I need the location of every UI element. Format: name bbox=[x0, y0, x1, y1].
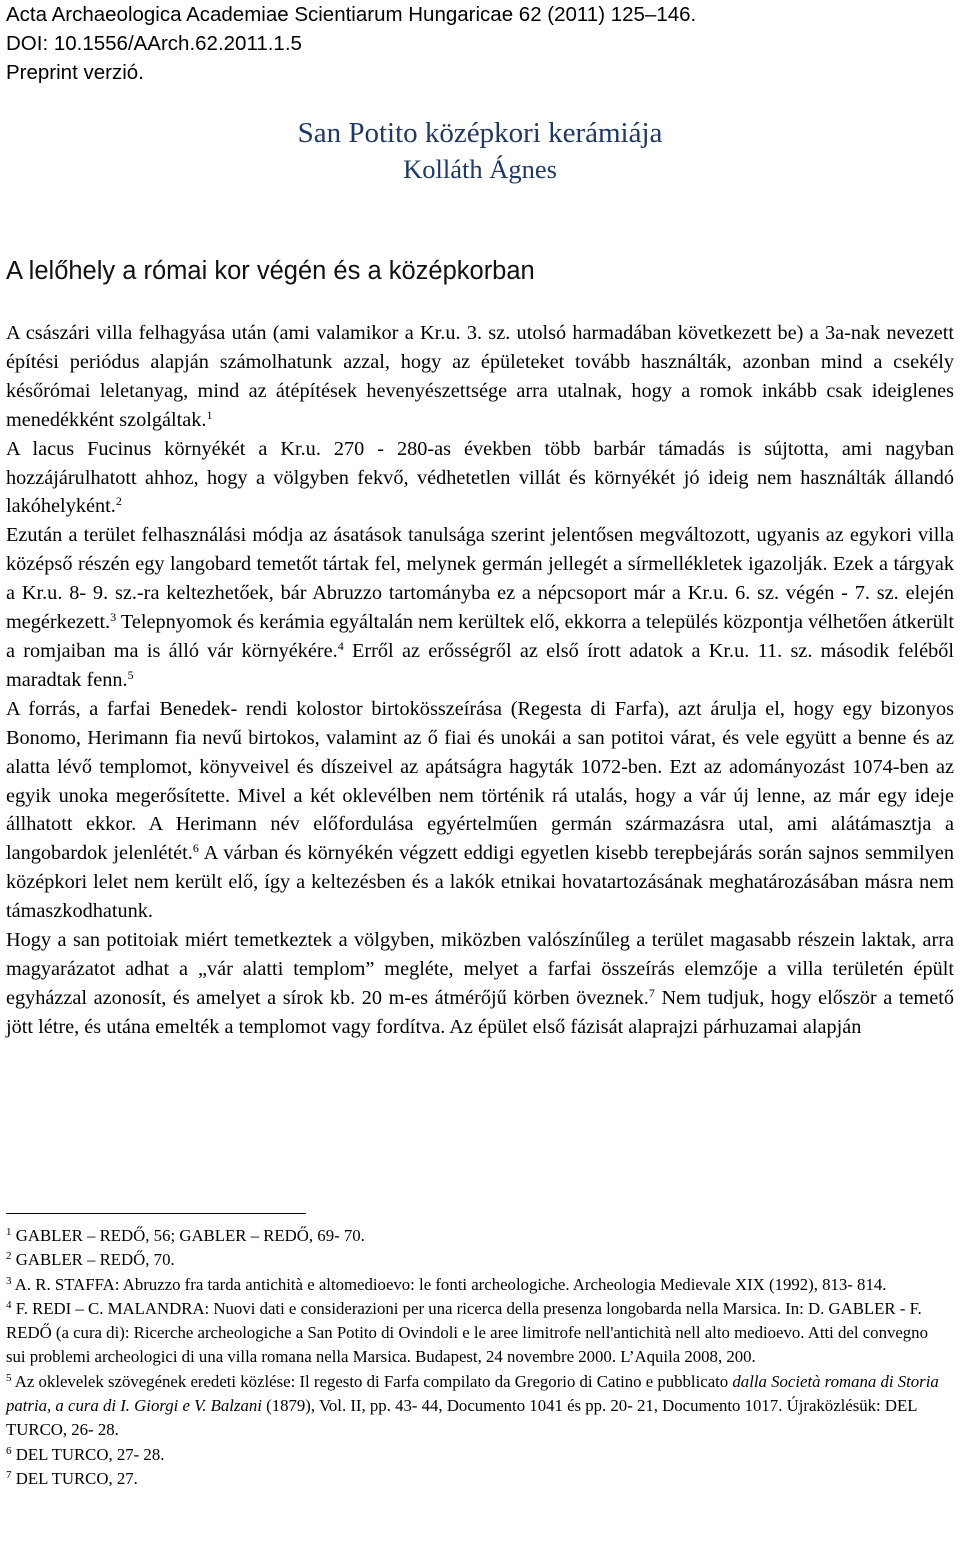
footnote: $^6$ DEL TURCO, 27- 28. bbox=[6, 1444, 165, 1464]
footnote-number: 2 bbox=[6, 1250, 12, 1263]
footnote-separator bbox=[6, 1213, 306, 1214]
journal-header bbox=[6, 0, 946, 87]
footnote-ref[interactable]: 3 bbox=[110, 610, 117, 625]
footnote: $^2$ GABLER – REDŐ, 70. bbox=[6, 1250, 175, 1270]
paragraph: A lacus Fucinus környékét a Kr.u. 270 - 280-as években több barbár támadás is sújtotta, ami nagyban hozzájárulhatott ahhoz, hogy a völgyben fekvő, védhetetlen villát és környékét jó ideig nem használták állandó lakóhelyként.$^2$ bbox=[6, 437, 954, 518]
title-block bbox=[0, 114, 960, 186]
paragraph: Hogy a san potitoiak miért temetkeztek a völgyben, miközben valószínűleg a terület magasabb részein laktak, arra magyarázatot adhat a „vár alatti templom” megléte, melyet a farfai összeírás elemzője a villa területén épült egyházzal azonosít, és amelyet a sírok kb. 20 m-es átmérőjű körben öveznek.$^7$ Nem tudjuk, hogy először a temető jött létre, és utána emelték a templomot vagy fordítva. Az épület első fázisát alaprajzi párhuzamai alapján bbox=[6, 929, 954, 1038]
paper-title: San Potito középkori kerámiája bbox=[297, 117, 663, 149]
paragraph: A forrás, a farfai Benedek- rendi kolostor birtokösszeírása (Regesta di Farfa), azt árulja el, hogy egy bizonyos Bonomo, Herimann fia nevű birtokos, valamint az ő fiai és unokái a san potitoi várat, és vele együtt a benne és az alatta lévő templomot, könyveivel és díszeivel az apátságra hagyták 1072-ben. Ezt az adományozást 1074-ben az egyik unoka megerősítette. Mivel a két oklevélben nem történik rá utalás, hogy a vár új lenne, az már egy ideje állhatott ekkor. A Herimann név előfordulása egyértelműen germán származásra utal, ami alátámasztja a langobardok jelenlétét.$^6$ A várban és környékén végzett eddigi egyetlen kisebb terepbejárás során sajnos semmilyen középkori lelet nem került elő, így a keltezésben és a lakók etnikai hovatartozásának meghatározásában másra nem támaszkodhatunk. bbox=[6, 697, 954, 923]
footnote-ref[interactable]: 5 bbox=[127, 667, 134, 682]
footnote-number: 4 bbox=[6, 1298, 12, 1311]
footnotes bbox=[6, 1224, 950, 1491]
footnote: $^4$ F. REDI – C. MALANDRA: Nuovi dati e considerazioni per una ricerca della presenza longobarda nella Marsica. In: D. GABLER - F. REDŐ (a cura di): Ricerche archeologiche a San Potito di Ovindoli e le aree limitrofe nell'antichità nell alto medioevo. Atti del convegno sui problemi archeologici di una villa romana nella Marsica. Budapest, 24 novembre 2000. L’Aquila 2008, 200. bbox=[6, 1298, 928, 1367]
doi-line: DOI: 10.1556/AArch.62.2011.1.5 bbox=[6, 32, 302, 55]
footnote-number: 5 bbox=[6, 1371, 12, 1384]
footnote-number: 6 bbox=[6, 1444, 12, 1457]
footnote: $^7$ DEL TURCO, 27. bbox=[6, 1468, 138, 1488]
footnote-ref[interactable]: 4 bbox=[337, 638, 344, 653]
footnote: $^5$ Az oklevelek szövegének eredeti közlése: Il regesto di Farfa compilato da Gregorio di Catino e pubblicato dalla Società romana di Storia patria, a cura di I. Giorgi e V. Balzani (1879), Vol. II, pp. 43- 44, Documento 1041 és pp. 20- 21, Documento 1017. Újraközlésük: DEL TURCO, 26- 28. bbox=[6, 1371, 939, 1440]
paragraph: Ezután a terület felhasználási módja az ásatások tanulsága szerint jelentősen megváltozott, ugyanis az egykori villa középső részén egy langobard temetőt tártak fel, melynek germán jellegét a sírmellékletek igazolják. Ezek a tárgyak a Kr.u. 8- 9. sz.-ra keltezhetőek, bár Abruzzo tartományba ez a népcsoport már a Kr.u. 6. sz. végén - 7. sz. elején megérkezett.$^3$ Telepnyomok és kerámia egyáltalán nem kerültek elő, ekkorra a település központja vélhetően átkerült a romjaiban ma is álló vár környékére.$^4$ Erről az erősségről az első írott adatok a Kr.u. 11. sz. második feléből maradtak fenn.$^5$ bbox=[6, 524, 954, 691]
footnote-ref[interactable]: 7 bbox=[648, 985, 655, 1000]
footnote-number: 1 bbox=[6, 1226, 12, 1238]
section-heading: A lelőhely a római kor végén és a középkorban bbox=[6, 257, 535, 285]
footnote-number: 3 bbox=[6, 1274, 12, 1287]
footnote-ref[interactable]: 6 bbox=[192, 841, 199, 856]
paper-author: Kolláth Ágnes bbox=[403, 154, 557, 184]
footnote: $^3$ A. R. STAFFA: Abruzzo fra tarda antichità e altomedioevo: le fonti archeologiche. Archeologia Medievale XIX (1992), 813- 814. bbox=[6, 1274, 887, 1294]
journal-citation: Acta Archaeologica Academiae Scientiarum Hungaricae 62 (2011) 125–146. bbox=[6, 3, 697, 26]
footnote-ref[interactable]: 1 bbox=[206, 407, 213, 422]
footnote-number: 7 bbox=[6, 1468, 12, 1481]
preprint-label: Preprint verzió. bbox=[6, 61, 144, 84]
footnote: $^1$ GABLER – REDŐ, 56; GABLER – REDŐ, 69- 70. bbox=[6, 1226, 365, 1245]
paragraph: A császári villa felhagyása után (ami valamikor a Kr.u. 3. sz. utolsó harmadában következett be) a 3a-nak nevezett építési periódus alapján számolhatunk azzal, hogy az épületeket tovább használták, azonban mind a csekély későrómai leletanyag, mind az átépítések hevenyészettsége arra utalnak, hogy a romok inkább csak ideiglenes menedékként szolgáltak.$^1$ bbox=[6, 322, 954, 431]
footnote-ref[interactable]: 2 bbox=[115, 494, 122, 509]
body-text bbox=[6, 319, 954, 1042]
